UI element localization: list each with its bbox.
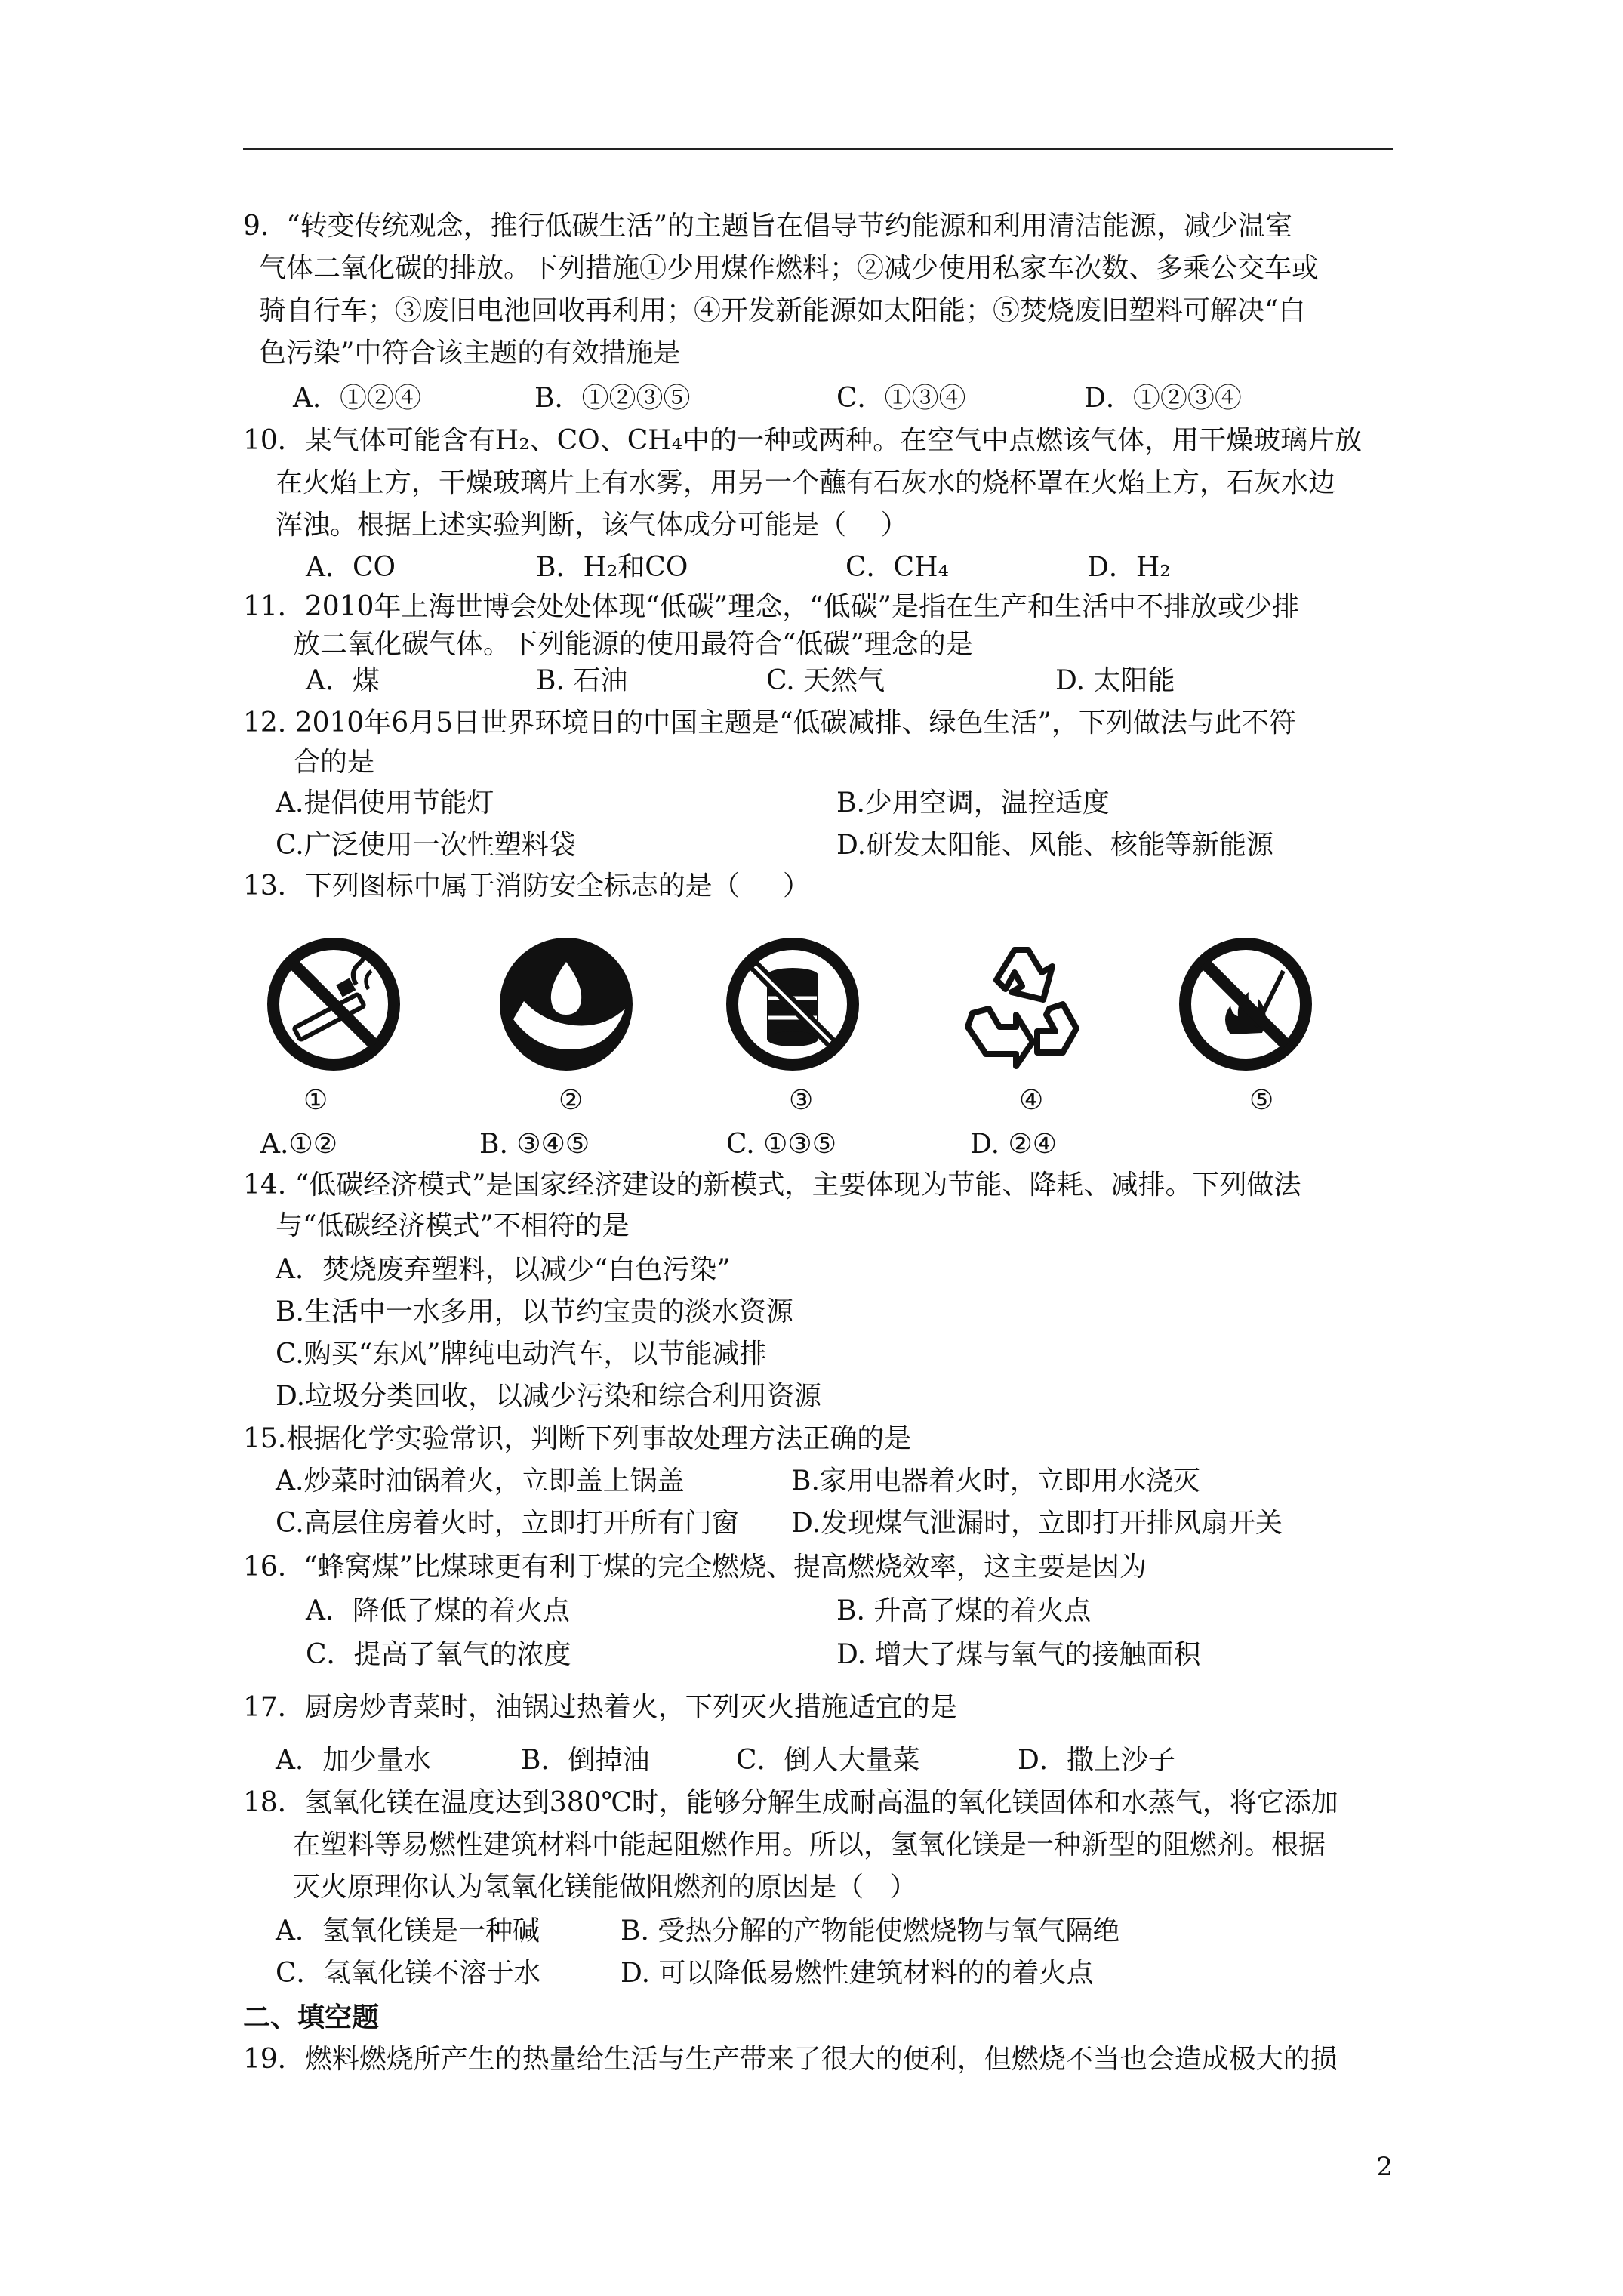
recycle-icon — [950, 936, 1086, 1072]
section-heading: 二、填空题 — [243, 2002, 380, 2033]
q14-line-2: 与“低碳经济模式”不相符的是 — [276, 1210, 630, 1241]
q9-line-4: 色污染”中符合该主题的有效措施是 — [259, 337, 681, 368]
icon-label-4: ④ — [1019, 1085, 1044, 1116]
q15-option-d[interactable]: D.发现煤气泄漏时，立即打开排风扇开关 — [791, 1508, 1283, 1539]
q13-option-b[interactable]: B. ③④⑤ — [479, 1129, 590, 1160]
q17-option-d[interactable]: D．撒上沙子 — [1018, 1745, 1175, 1776]
q18-option-a[interactable]: A．氢氧化镁是一种碱 — [276, 1915, 540, 1946]
q15-option-a[interactable]: A.炒菜时油锅着火，立即盖上锅盖 — [276, 1465, 685, 1496]
q13-icon-row — [0, 936, 1623, 1072]
q15-option-c[interactable]: C.高层住房着火时，立即打开所有门窗 — [276, 1508, 739, 1539]
water-saving-icon — [498, 936, 634, 1072]
q10-option-a[interactable]: A．CO — [306, 552, 396, 583]
q18-line-2: 在塑料等易燃性建筑材料中能起阻燃作用。所以，氢氧化镁是一种新型的阻燃剂。根据 — [293, 1829, 1326, 1860]
q17-option-c[interactable]: C．倒人大量菜 — [736, 1745, 920, 1776]
q17-stem: 17．厨房炒青菜时，油锅过热着火，下列灭火措施适宜的是 — [243, 1692, 957, 1723]
q11-line-2: 放二氧化碳气体。下列能源的使用最符合“低碳”理念的是 — [293, 629, 973, 660]
q11-option-b[interactable]: B. 石油 — [536, 665, 628, 696]
q11-option-d[interactable]: D. 太阳能 — [1055, 665, 1175, 696]
q9-option-c[interactable]: C．①③④ — [836, 383, 966, 414]
q16-option-d[interactable]: D. 增大了煤与氧气的接触面积 — [836, 1639, 1201, 1670]
q10-option-c[interactable]: C．CH₄ — [845, 552, 949, 583]
q10-option-b[interactable]: B．H₂和CO — [536, 552, 688, 583]
q14-option-a[interactable]: A．焚烧废弃塑料，以减少“白色污染” — [276, 1254, 731, 1285]
q16-option-b[interactable]: B. 升高了煤的着火点 — [836, 1595, 1092, 1626]
q9-option-d[interactable]: D．①②③④ — [1084, 383, 1242, 414]
q17-option-a[interactable]: A．加少量水 — [276, 1745, 431, 1776]
q18-option-d[interactable]: D. 可以降低易燃性建筑材料的的着火点 — [621, 1958, 1094, 1989]
q16-option-a[interactable]: A．降低了煤的着火点 — [306, 1595, 570, 1626]
q10-line-1: 10．某气体可能含有H₂、CO、CH₄中的一种或两种。在空气中点燃该气体，用干燥玻璃片放 — [243, 425, 1363, 456]
header-rule — [243, 148, 1393, 150]
q14-option-b[interactable]: B.生活中一水多用，以节约宝贵的淡水资源 — [276, 1296, 793, 1327]
q12-option-b[interactable]: B.少用空调，温控适度 — [836, 787, 1110, 818]
q12-line-1: 12. 2010年6月5日世界环境日的中国主题是“低碳减排、绿色生活”，下列做法与此不符 — [243, 707, 1296, 738]
q15-option-b[interactable]: B.家用电器着火时，立即用水浇灭 — [791, 1465, 1200, 1496]
q17-option-b[interactable]: B．倒掉油 — [521, 1745, 650, 1776]
icon-label-5: ⑤ — [1249, 1085, 1274, 1116]
q10-line-3: 浑浊。根据上述实验判断，该气体成分可能是（ ） — [276, 510, 908, 541]
no-smoking-icon — [266, 936, 402, 1072]
q16-option-c[interactable]: C．提高了氧气的浓度 — [306, 1639, 571, 1670]
q13-option-d[interactable]: D. ②④ — [970, 1129, 1058, 1160]
q9-line-2: 气体二氧化碳的排放。下列措施①少用煤作燃料；②减少使用私家车次数、多乘公交车或 — [259, 253, 1320, 284]
q11-line-1: 11．2010年上海世博会处处体现“低碳”理念，“低碳”是指在生产和生活中不排放或少排 — [243, 591, 1300, 622]
icon-label-3: ③ — [789, 1085, 814, 1116]
icon-label-2: ② — [559, 1085, 584, 1116]
q15-stem: 15.根据化学实验常识，判断下列事故处理方法正确的是 — [243, 1423, 912, 1454]
q13-option-c[interactable]: C. ①③⑤ — [726, 1129, 836, 1160]
q19-line-1: 19．燃料燃烧所产生的热量给生活与生产带来了很大的便利，但燃烧不当也会造成极大的损 — [243, 2044, 1338, 2075]
q16-stem: 16. “蜂窝煤”比煤球更有利于煤的完全燃烧、提高燃烧效率，这主要是因为 — [243, 1552, 1147, 1583]
q12-option-c[interactable]: C.广泛使用一次性塑料袋 — [276, 830, 576, 861]
q12-option-a[interactable]: A.提倡使用节能灯 — [276, 787, 494, 818]
q18-option-b[interactable]: B. 受热分解的产物能使燃烧物与氧气隔绝 — [621, 1915, 1120, 1946]
q18-line-3: 灭火原理你认为氢氧化镁能做阻燃剂的原因是（ ） — [293, 1872, 917, 1903]
q12-option-d[interactable]: D.研发太阳能、风能、核能等新能源 — [836, 830, 1274, 861]
q18-line-1: 18．氢氧化镁在温度达到380℃时，能够分解生成耐高温的氧化镁固体和水蒸气，将它添加 — [243, 1787, 1338, 1818]
q9-option-a[interactable]: A．①②④ — [293, 383, 421, 414]
no-oil-drum-icon — [725, 936, 861, 1072]
q13-stem: 13．下列图标中属于消防安全标志的是（ ） — [243, 871, 811, 901]
q9-line-1: 9. “转变传统观念，推行低碳生活”的主题旨在倡导节约能源和利用清洁能源，减少温室 — [243, 211, 1293, 242]
q18-option-c[interactable]: C．氢氧化镁不溶于水 — [276, 1958, 541, 1989]
no-fire-icon — [1178, 936, 1313, 1072]
q12-line-2: 合的是 — [293, 747, 375, 778]
q11-option-a[interactable]: A．煤 — [306, 665, 380, 696]
icon-label-1: ① — [303, 1085, 328, 1116]
q9-option-b[interactable]: B．①②③⑤ — [534, 383, 691, 414]
q9-line-3: 骑自行车；③废旧电池回收再利用；④开发新能源如太阳能；⑤焚烧废旧塑料可解决“白 — [259, 295, 1306, 326]
q11-option-c[interactable]: C. 天然气 — [766, 665, 885, 696]
q10-line-2: 在火焰上方，干燥玻璃片上有水雾，用另一个蘸有石灰水的烧杯罩在火焰上方，石灰水边 — [276, 467, 1336, 498]
q14-option-d[interactable]: D.垃圾分类回收，以减少污染和综合利用资源 — [276, 1381, 822, 1412]
q14-line-1: 14. “低碳经济模式”是国家经济建设的新模式，主要体现为节能、降耗、减排。下列做法 — [243, 1170, 1301, 1200]
q14-option-c[interactable]: C.购买“东风”牌纯电动汽车，以节能减排 — [276, 1339, 767, 1370]
q10-option-d[interactable]: D．H₂ — [1087, 552, 1171, 583]
page-number: 2 — [1376, 2152, 1393, 2182]
q13-option-a[interactable]: A.①② — [260, 1129, 337, 1160]
